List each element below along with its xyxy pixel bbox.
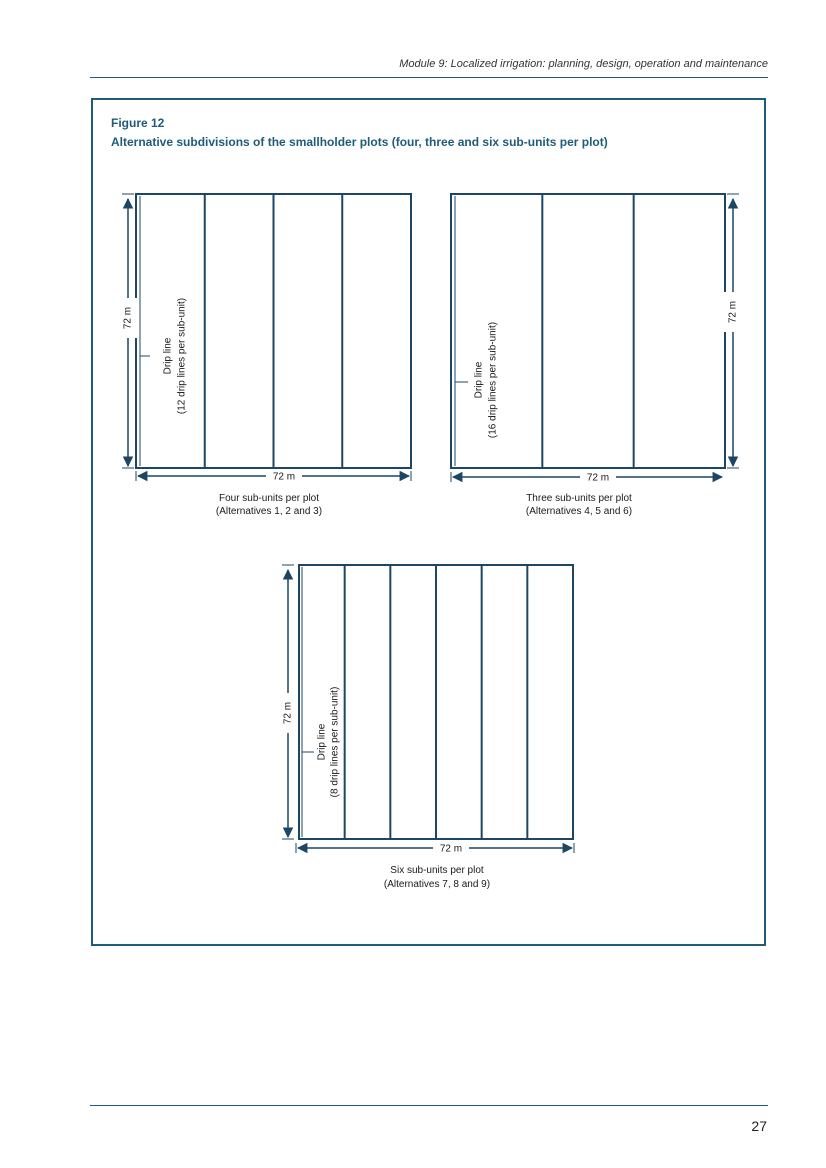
plot-four-sub-units (118, 194, 411, 517)
plot-caption: Three sub-units per plot (526, 493, 632, 504)
sub-unit-dividers (542, 194, 633, 468)
drip-label: Drip line (316, 723, 328, 761)
sub-unit-dividers (345, 565, 528, 839)
plot-caption: Four sub-units per plot (218, 493, 320, 504)
plot-caption-alternatives: (Alternatives 7, 8 and 9) (383, 879, 491, 890)
drip-detail: (12 drip lines per sub-unit) (176, 297, 188, 415)
drip-label: Drip line (473, 361, 485, 399)
figure-title: Alternative subdivisions of the smallholder plots (four, three and six sub-units per plot) (111, 135, 608, 149)
running-head: Module 9: Localized irrigation: planning, design, operation and maintenance (399, 58, 768, 70)
sub-unit-dividers (205, 194, 343, 468)
drip-label: Drip line (162, 337, 174, 375)
plot-caption-alternatives: (Alternatives 1, 2 and 3) (215, 506, 323, 517)
height-label: 72 m (282, 701, 294, 725)
plot-caption: Six sub-units per plot (390, 865, 484, 876)
width-label: 72 m (272, 471, 296, 483)
page-number: 27 (751, 1118, 767, 1134)
width-label: 72 m (439, 843, 463, 855)
footer-rule (90, 1105, 768, 1106)
height-label: 72 m (727, 300, 739, 324)
plot-caption-alternatives: (Alternatives 4, 5 and 6) (525, 506, 633, 517)
drip-detail: (8 drip lines per sub-unit) (329, 686, 341, 798)
plot-six-sub-units (278, 565, 574, 890)
figure-label: Figure 12 (111, 116, 165, 130)
drip-detail: (16 drip lines per sub-unit) (487, 321, 499, 439)
plot-three-sub-units (451, 194, 743, 517)
height-label: 72 m (122, 306, 134, 330)
width-label: 72 m (586, 472, 610, 484)
